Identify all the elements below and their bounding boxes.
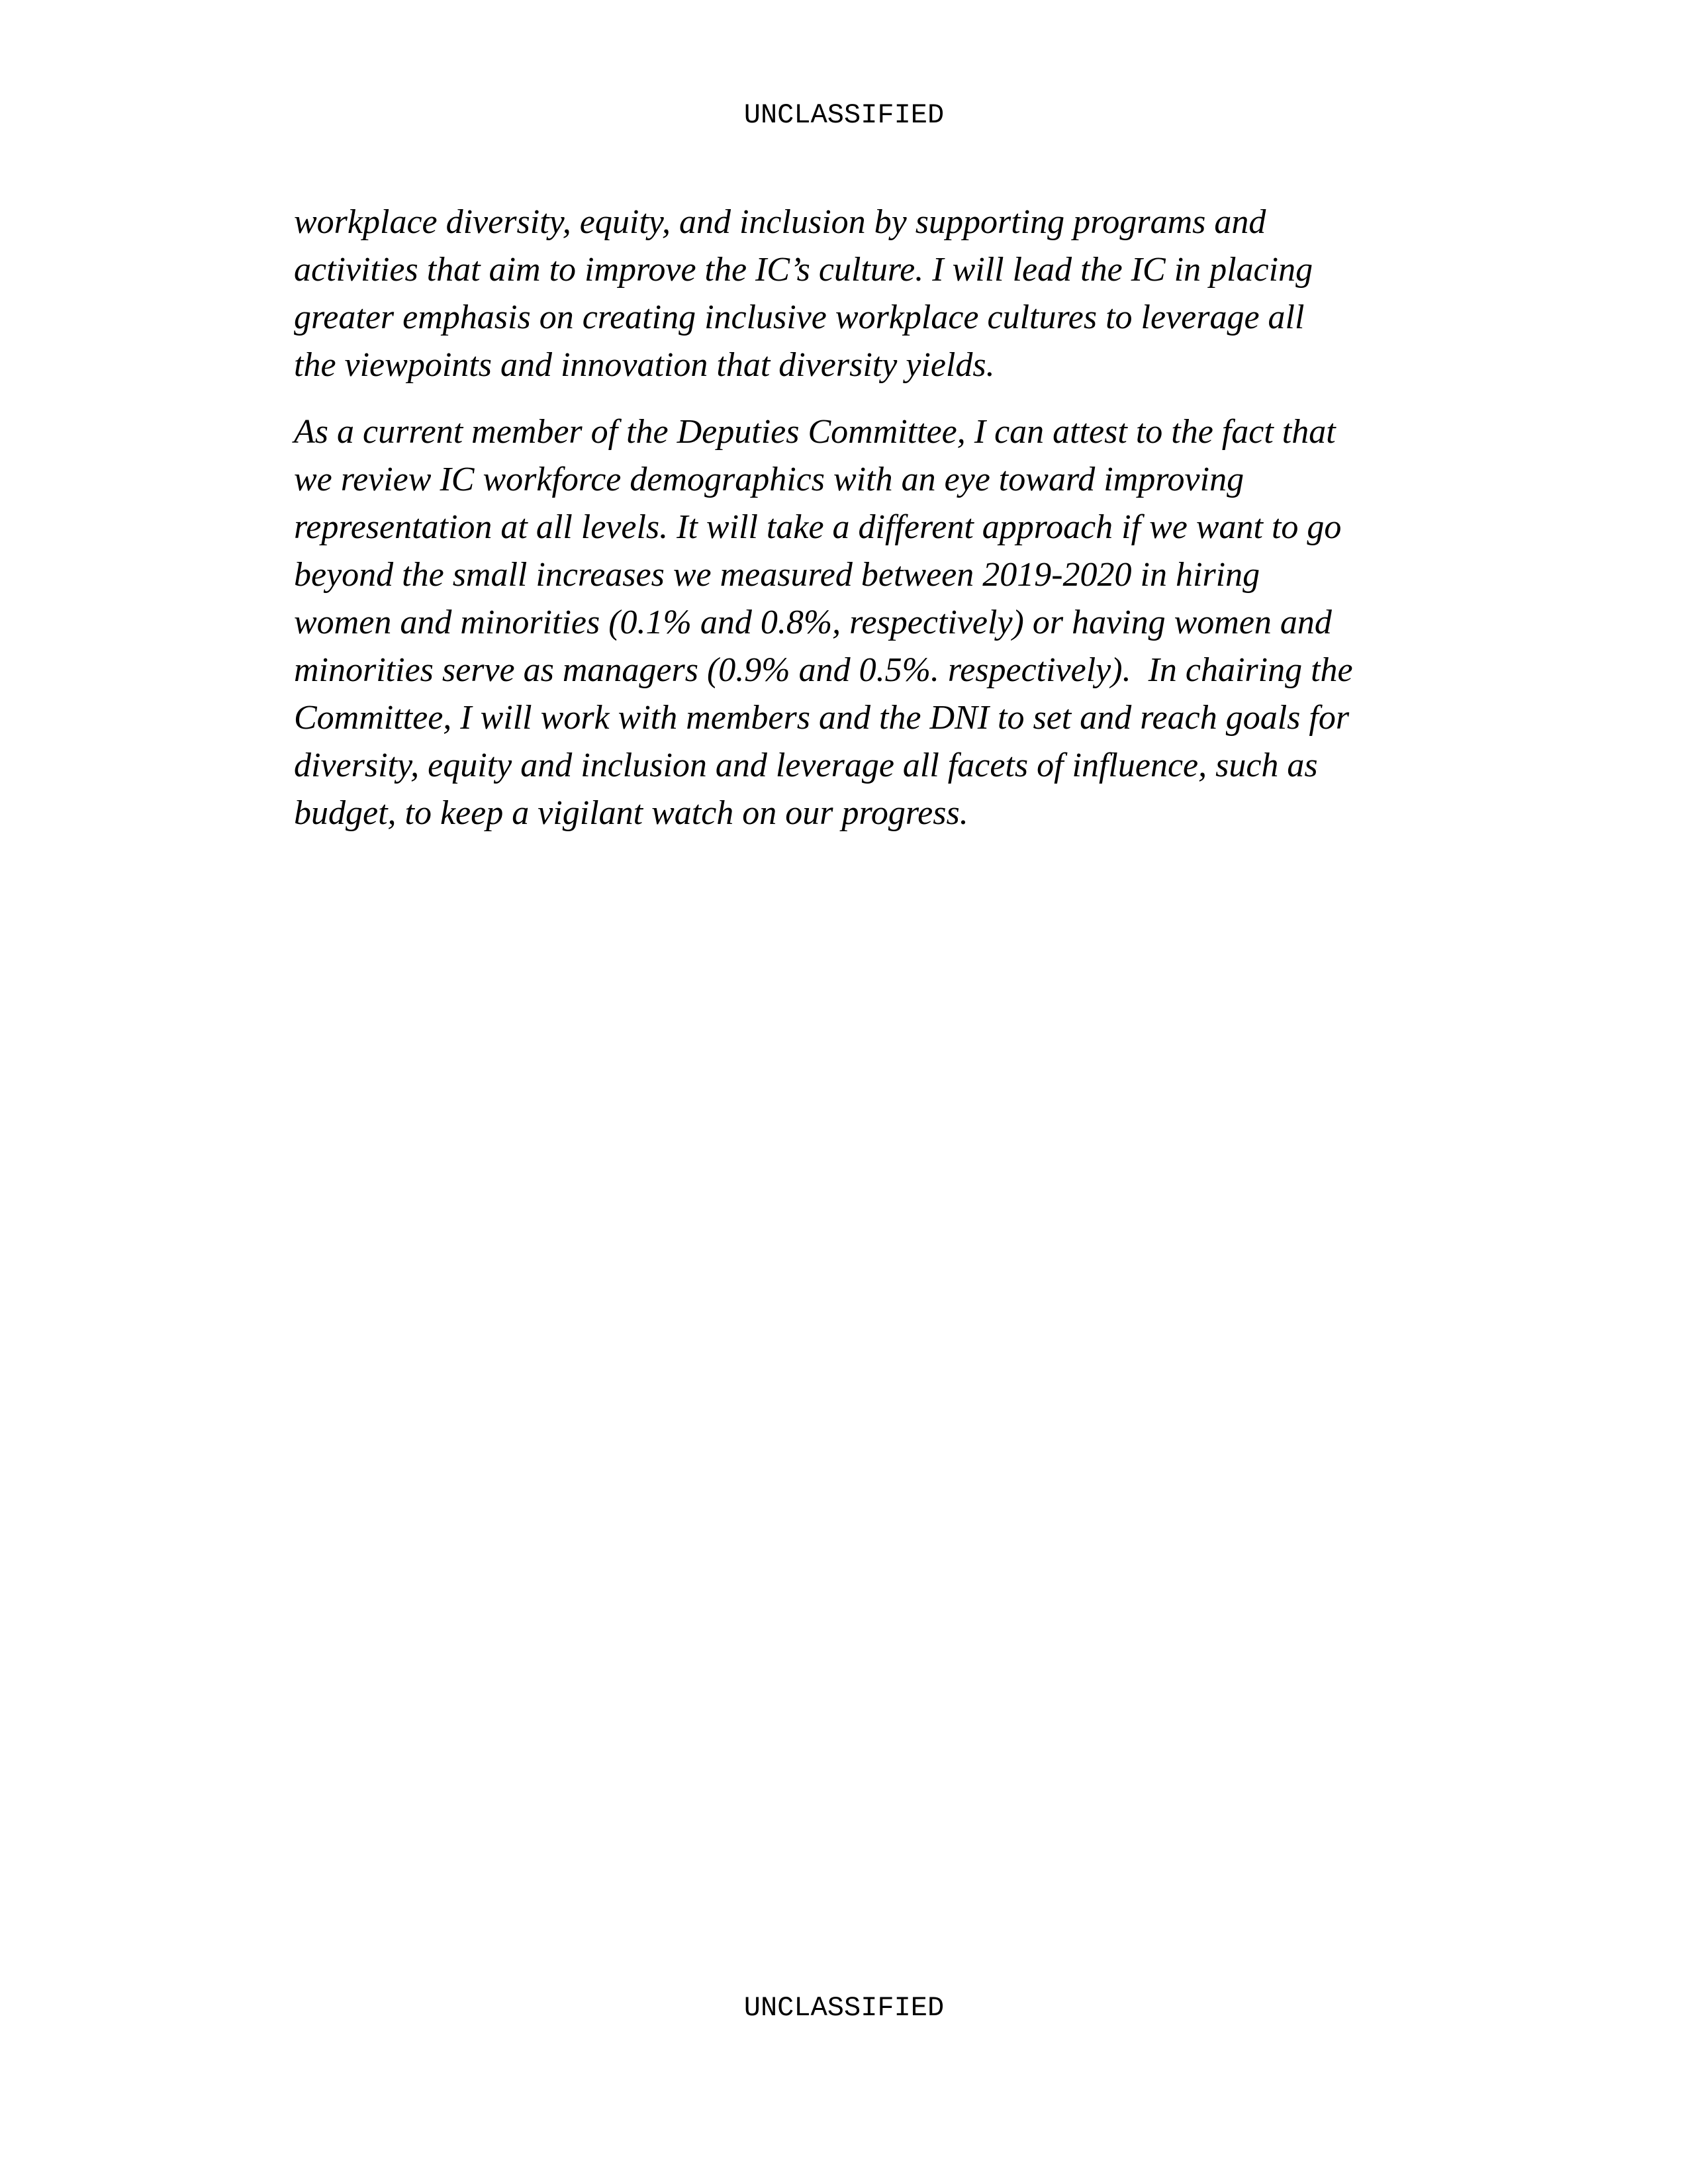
paragraph-line: representation at all levels. It will take a different approach if we want to go (294, 508, 1342, 546)
paragraph-line: women and minorities (0.1% and 0.8%, respectively) or having women and (294, 604, 1332, 641)
paragraph-line: As a current member of the Deputies Committee, I can attest to the fact that (294, 413, 1336, 451)
paragraph-line: budget, to keep a vigilant watch on our progress. (294, 794, 968, 832)
paragraph-line: minorities serve as managers (0.9% and 0.5%. respectively). In chairing the (294, 651, 1353, 689)
paragraph-line: we review IC workforce demographics with an eye toward improving (294, 461, 1244, 498)
paragraph-line: the viewpoints and innovation that diversity yields. (294, 346, 995, 384)
paragraph-line: activities that aim to improve the IC’s culture. I will lead the IC in placing (294, 251, 1313, 289)
paragraph-2 (294, 408, 1353, 837)
paragraph-line: diversity, equity and inclusion and leverage all facets of influence, such as (294, 747, 1318, 784)
paragraph-line: workplace diversity, equity, and inclusion by supporting programs and (294, 203, 1266, 241)
paragraph-line: beyond the small increases we measured between 2019-2020 in hiring (294, 556, 1260, 594)
footer-classification-marking: UNCLASSIFIED (743, 1992, 945, 2024)
header-classification-marking: UNCLASSIFIED (743, 99, 945, 131)
paragraph-1 (294, 199, 1313, 389)
paragraph-line: Committee, I will work with members and the DNI to set and reach goals for (294, 699, 1350, 737)
paragraph-line: greater emphasis on creating inclusive workplace cultures to leverage all (294, 298, 1305, 336)
